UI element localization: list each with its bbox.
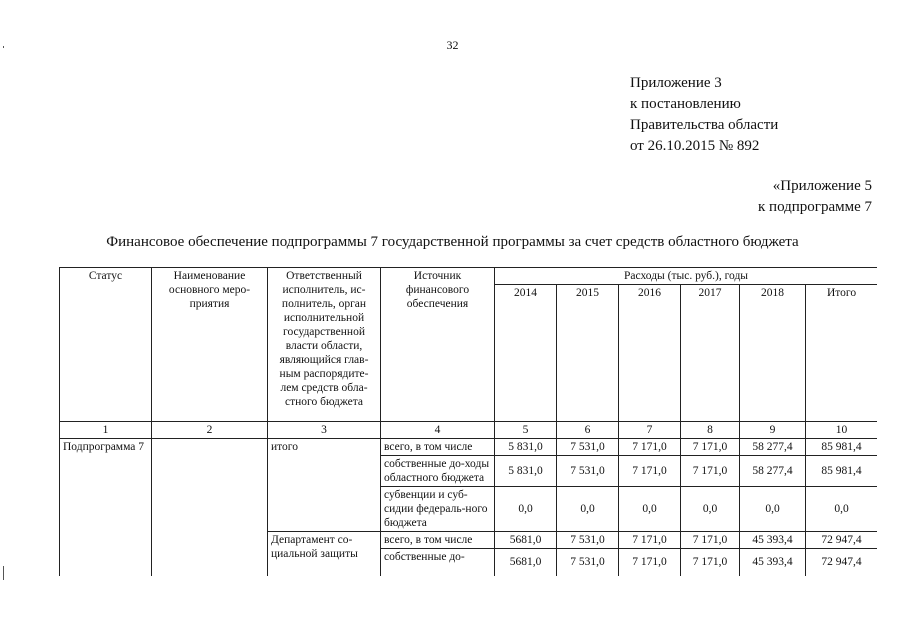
column-number: 6 (557, 422, 619, 439)
appendix-3-line-2: к постановлению (630, 96, 741, 112)
appendix-3-block (630, 73, 778, 157)
margin-mark (3, 46, 4, 48)
value-cell: 7 531,0 (557, 439, 619, 456)
value-cell: 7 531,0 (557, 549, 619, 577)
value-cell: 7 171,0 (619, 532, 681, 549)
header-source: Источник финансового обеспечения (381, 268, 495, 422)
status-cell: Подпрограмма 7 (60, 439, 152, 577)
value-cell: 0,0 (681, 487, 740, 532)
column-number: 9 (740, 422, 806, 439)
header-year: 2018 (740, 285, 806, 422)
value-cell: 5 831,0 (495, 439, 557, 456)
value-cell: 7 531,0 (557, 456, 619, 487)
header-year: 2015 (557, 285, 619, 422)
value-cell: 58 277,4 (740, 439, 806, 456)
column-number: 5 (495, 422, 557, 439)
header-expenses: Расходы (тыс. руб.), годы (495, 268, 878, 285)
margin-mark (3, 566, 4, 580)
column-number: 3 (268, 422, 381, 439)
value-cell: 0,0 (495, 487, 557, 532)
column-number-row (60, 422, 878, 439)
appendix-5-line-1: «Приложение 5 (772, 178, 872, 194)
column-number: 8 (681, 422, 740, 439)
column-number: 7 (619, 422, 681, 439)
value-cell: 5681,0 (495, 549, 557, 577)
executor-cell: Департамент со-циальной защиты (268, 532, 381, 577)
table-row (60, 439, 878, 456)
value-cell: 85 981,4 (806, 456, 878, 487)
header-executor: Ответственный исполнитель, ис-полнитель, орган исполнительной государственной власти области, являющийся глав-ным распорядите-лем средств обла-стного бюджета (268, 268, 381, 422)
value-cell: 72 947,4 (806, 549, 878, 577)
header-row (60, 268, 878, 285)
source-cell: субвенции и суб-сидии федераль-ного бюджета (381, 487, 495, 532)
header-year: 2016 (619, 285, 681, 422)
source-cell: собственные до-ходы областного бюджета (381, 456, 495, 487)
value-cell: 7 171,0 (681, 456, 740, 487)
executor-cell: итого (268, 439, 381, 532)
value-cell: 0,0 (557, 487, 619, 532)
value-cell: 7 171,0 (681, 532, 740, 549)
value-cell: 85 981,4 (806, 439, 878, 456)
financing-table (59, 267, 877, 576)
source-cell: всего, в том числе (381, 439, 495, 456)
financing-table-container (59, 267, 877, 576)
column-number: 10 (806, 422, 878, 439)
value-cell: 45 393,4 (740, 532, 806, 549)
value-cell: 7 171,0 (619, 456, 681, 487)
value-cell: 5681,0 (495, 532, 557, 549)
value-cell: 7 171,0 (619, 549, 681, 577)
value-cell: 72 947,4 (806, 532, 878, 549)
value-cell: 45 393,4 (740, 549, 806, 577)
column-number: 4 (381, 422, 495, 439)
appendix-3-line-1: Приложение 3 (630, 75, 722, 91)
document-title: Финансовое обеспечение подпрограммы 7 государственной программы за счет средств областного бюджета (106, 234, 799, 250)
value-cell: 7 171,0 (681, 549, 740, 577)
value-cell: 0,0 (619, 487, 681, 532)
value-cell: 7 171,0 (681, 439, 740, 456)
source-cell: собственные до- (381, 549, 495, 577)
header-status: Статус (60, 268, 152, 422)
value-cell: 0,0 (740, 487, 806, 532)
column-number: 1 (60, 422, 152, 439)
header-year: 2014 (495, 285, 557, 422)
appendix-5-line-2: к подпрограмме 7 (758, 199, 872, 215)
appendix-3-line-3: Правительства области (630, 117, 779, 133)
measure-cell (152, 439, 268, 577)
appendix-5-block (758, 176, 872, 218)
value-cell: 7 171,0 (619, 439, 681, 456)
column-number: 2 (152, 422, 268, 439)
value-cell: 7 531,0 (557, 532, 619, 549)
header-year: 2017 (681, 285, 740, 422)
header-total: Итого (806, 285, 878, 422)
value-cell: 5 831,0 (495, 456, 557, 487)
appendix-3-line-4: от 26.10.2015 № 892 (630, 138, 760, 154)
source-cell: всего, в том числе (381, 532, 495, 549)
value-cell: 58 277,4 (740, 456, 806, 487)
page-number: 32 (446, 38, 459, 52)
header-measure: Наименование основного меро-приятия (152, 268, 268, 422)
value-cell: 0,0 (806, 487, 878, 532)
